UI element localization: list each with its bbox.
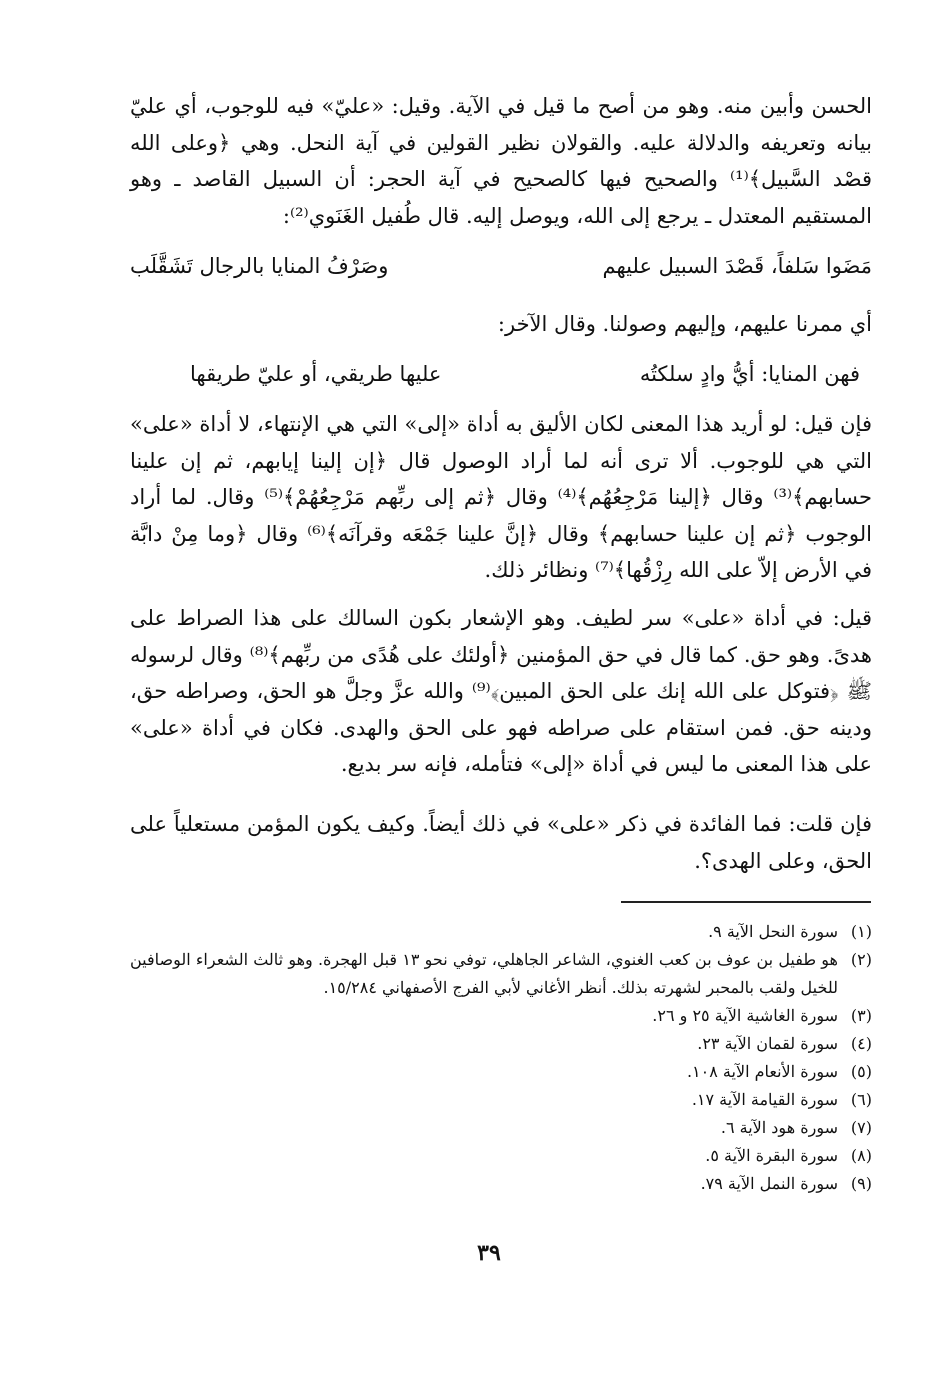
verse-second-hemistich: عليها طريقي، أو عليّ طريقها bbox=[190, 362, 442, 386]
footnote-number: (٨) bbox=[850, 1146, 872, 1165]
footnote-number: (٤) bbox=[850, 1034, 872, 1053]
footnotes bbox=[130, 918, 872, 1198]
footnote bbox=[130, 1030, 872, 1058]
footnote-number: (٩) bbox=[850, 1174, 872, 1193]
footnote-number: (١) bbox=[850, 922, 872, 941]
poem-verse bbox=[130, 356, 872, 392]
poem-verse bbox=[130, 248, 872, 284]
page-number: ٣٩ bbox=[477, 1240, 501, 1266]
footnote-number: (٧) bbox=[850, 1118, 872, 1137]
footnote-text: سورة القيامة الآية ١٧. bbox=[691, 1090, 838, 1109]
footnote bbox=[130, 1142, 872, 1170]
verse-first-hemistich: فهن المنايا: أيُّ وادٍ سلكتُه bbox=[639, 362, 860, 386]
footnote-number: (٥) bbox=[850, 1062, 872, 1081]
footnote bbox=[130, 1058, 872, 1086]
footnote-number: (٣) bbox=[850, 1006, 872, 1025]
verse-first-hemistich: مَضَوا سَلفاً، قَصْدَ السبيل عليهم bbox=[602, 254, 872, 278]
footnote-text: سورة لقمان الآية ٢٣. bbox=[697, 1034, 838, 1053]
paragraph: فإن قلت: فما الفائدة في ذكر «على» في ذلك أيضاً. وكيف يكون المؤمن مستعلياً على الحق، وعلى الهدى؟. bbox=[130, 812, 872, 873]
paragraph: الحسن وأبين منه. وهو من أصح ما قيل في الآية. وقيل: «عليّ» فيه للوجوب، أي عليّ بيانه وتعريفه والدلالة عليه. والقولان نظير القولين في آية النحل. وهي ﴿وعلى الله قصْد السَّبيل﴾⁽¹⁾ والصحيح فيها كالصحيح في آية الحجر: أن السبيل القاصد ـ وهو المستقيم المعتدل ـ يرجع إلى الله، ويوصل إليه. قال طُفيل الغَنَوي⁽²⁾: bbox=[130, 94, 872, 228]
footnote-separator bbox=[621, 901, 871, 903]
footnote-number: (٦) bbox=[850, 1090, 872, 1109]
footnote bbox=[130, 1114, 872, 1142]
footnote-text: هو طفيل بن عوف بن كعب الغنوي، الشاعر الجاهلي، توفي نحو ١٣ قبل الهجرة. وهو ثالث الشعراء الوصافين للخيل ولقب بالمحبر لشهرته بذلك. أنظر الأغاني لأبي الفرج الأصفهاني ١٥/٢٨٤. bbox=[130, 950, 838, 997]
paragraph: قيل: في أداة «على» سر لطيف. وهو الإشعار بكون السالك على هذا الصراط على هدىً. وهو حق. كما قال في حق المؤمنين ﴿أولئك على هُدًى من ربِّهم﴾⁽⁸⁾ وقال لرسوله ﷺ ﴿فتوكل على الله إنك على الحق المبين﴾⁽⁹⁾ والله عزَّ وجلَّ هو الحق، وصراطه حق، ودينه حق. فمن استقام على صراطه فهو على الحق والهدى. فكان في أداة «على» على هذا المعنى ما ليس في أداة «إلى» فتأمله، فإنه سر بديع. bbox=[130, 606, 872, 776]
paragraph: أي ممرنا عليهم، وإليهم وصولنا. وقال الآخر: bbox=[497, 312, 872, 336]
footnote-text: سورة النحل الآية ٩. bbox=[708, 922, 838, 941]
footnote bbox=[130, 1086, 872, 1114]
footnote-text: سورة هود الآية ٦. bbox=[720, 1118, 838, 1137]
footnote-text: سورة البقرة الآية ٥. bbox=[705, 1146, 838, 1165]
footnote bbox=[130, 918, 872, 946]
footnote-text: سورة الغاشية الآية ٢٥ و ٢٦. bbox=[652, 1006, 838, 1025]
footnote-text: سورة النمل الآية ٧٩. bbox=[700, 1174, 838, 1193]
footnote-text: سورة الأنعام الآية ١٠٨. bbox=[686, 1062, 838, 1081]
verse-second-hemistich: وصَرْفُ المنايا بالرجال تَشَقَّلَب bbox=[130, 254, 389, 278]
footnote bbox=[130, 1002, 872, 1030]
footnote bbox=[130, 946, 872, 1002]
footnote bbox=[130, 1170, 872, 1198]
paragraph: فإن قيل: لو أريد هذا المعنى لكان الأليق به أداة «إلى» التي هي الإنتهاء، لا أداة «على» التي هي للوجوب. ألا ترى أنه لما أراد الوصول قال ﴿إن إلينا إيابهم، ثم إن علينا حسابهم﴾⁽³⁾ وقال ﴿إلينا مَرْجِعُهُم﴾⁽⁴⁾ وقال ﴿ثم إلى ربِّهم مَرْجِعُهُمْ﴾⁽⁵⁾ وقال. لما أراد الوجوب ﴿ثم إن علينا حسابهم﴾ وقال ﴿إنَّ علينا جَمْعَه وقرآنَه﴾⁽⁶⁾ وقال ﴿وما مِنْ دابَّة في الأرض إلاّ على الله رِزْقُها﴾⁽⁷⁾ ونظائر ذلك. bbox=[130, 412, 873, 582]
footnote-number: (٢) bbox=[850, 950, 872, 969]
